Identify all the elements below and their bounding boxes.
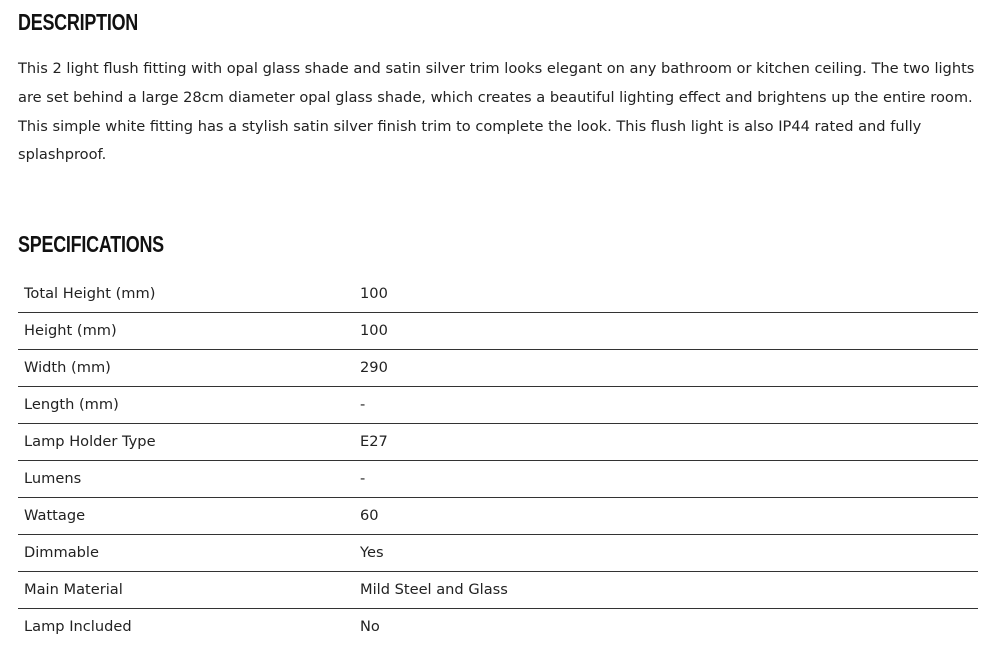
spec-label: Lamp Holder Type	[18, 423, 354, 460]
spec-label: Lumens	[18, 460, 354, 497]
table-row	[18, 534, 978, 571]
description-text: This 2 light flush fitting with opal glass shade and satin silver trim looks elegant on any bathroom or kitchen ceiling. The two lights are set behind a large 28cm diameter opal glass shade, which creates a beautiful lighting effect and brightens up the entire room. This simple white fitting has a stylish satin silver finish trim to complete the look. This flush light is also IP44 rated and fully splashproof.	[18, 60, 975, 164]
spec-label: Height (mm)	[18, 312, 354, 349]
specifications-heading: SPECIFICATIONS	[18, 231, 164, 257]
table-row	[18, 571, 978, 608]
table-row	[18, 275, 978, 312]
table-row	[18, 423, 978, 460]
table-row	[18, 312, 978, 349]
spec-label: Lamp Included	[24, 618, 132, 636]
spec-value: 100	[354, 275, 978, 312]
spec-value: Yes	[354, 534, 978, 571]
spec-label: Wattage	[18, 497, 354, 534]
spec-label: Total Height (mm)	[18, 275, 354, 312]
spec-value: -	[354, 386, 978, 423]
spec-label: Dimmable	[18, 534, 354, 571]
table-row	[18, 386, 978, 423]
spec-value: No	[360, 618, 380, 636]
description-heading: DESCRIPTION	[18, 9, 139, 35]
table-row	[18, 349, 978, 386]
spec-label: Width (mm)	[18, 349, 354, 386]
spec-label: Length (mm)	[18, 386, 354, 423]
spec-value: 60	[354, 497, 978, 534]
table-row	[18, 460, 978, 497]
spec-value: -	[354, 460, 978, 497]
spec-value: Mild Steel and Glass	[354, 571, 978, 608]
spec-label: Main Material	[18, 571, 354, 608]
spec-value: 290	[354, 349, 978, 386]
table-row	[18, 497, 978, 534]
specifications-table	[18, 275, 978, 645]
spec-value: E27	[354, 423, 978, 460]
table-row	[18, 608, 978, 645]
spec-value: 100	[354, 312, 978, 349]
